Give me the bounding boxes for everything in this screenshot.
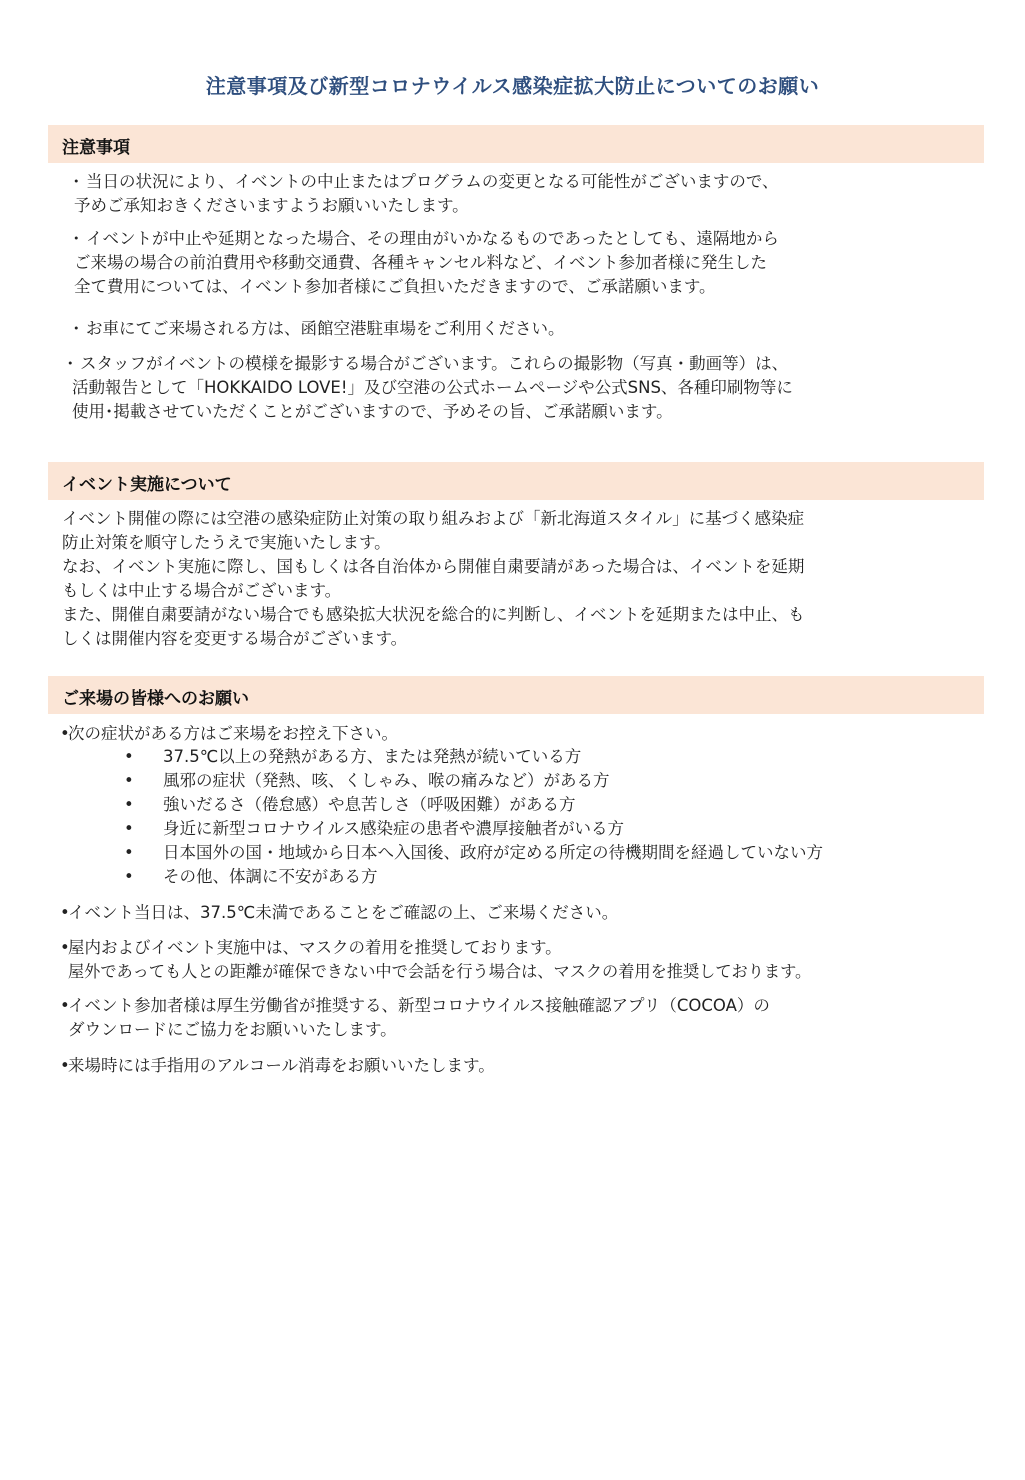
- list-item: 日本国外の国・地域から日本へ入国後、政府が定める所定の待機期間を経過していない方: [163, 843, 823, 862]
- bullet: •: [60, 1056, 70, 1075]
- document-title: 注意事項及び新型コロナウイルス感染症拡大防止についてのお願い: [205, 74, 820, 98]
- text-line: もしくは中止する場合がございます。: [62, 581, 342, 600]
- text-line: スタッフがイベントの模様を撮影する場合がございます。これらの撮影物（写真・動画等）は、: [80, 354, 789, 373]
- list-item: その他、体調に不安がある方: [163, 867, 378, 886]
- text-line: しくは開催内容を変更する場合がございます。: [62, 629, 408, 648]
- section-heading-visitors: ご来場の皆様へのお願い: [62, 689, 249, 709]
- bullet: •: [124, 771, 134, 790]
- bullet: ・: [68, 172, 85, 191]
- list-item: 身近に新型コロナウイルス感染症の患者や濃厚接触者がいる方: [163, 819, 625, 838]
- text-line: イベント参加者様は厚生労働省が推奨する、新型コロナウイルス接触確認アプリ（COCOA）の: [68, 996, 770, 1015]
- bullet: •: [60, 996, 70, 1015]
- bullet: ・: [68, 319, 85, 338]
- bullet: •: [124, 795, 134, 814]
- section-heading-notes: 注意事項: [62, 138, 130, 158]
- text-line: イベントが中止や延期となった場合、その理由がいかなるものであったとしても、遠隔地から: [86, 229, 779, 248]
- text-line: 屋内およびイベント実施中は、マスクの着用を推奨しております。: [68, 938, 562, 957]
- text-line: 予めご承知おきくださいますようお願いいたします。: [74, 196, 469, 215]
- bullet: •: [60, 938, 70, 957]
- bullet: •: [124, 819, 134, 838]
- bullet: •: [124, 747, 134, 766]
- text-line: イベント開催の際には空港の感染症防止対策の取り組みおよび「新北海道スタイル」に基づく感染症: [62, 509, 805, 528]
- list-item: 37.5℃以上の発熱がある方、または発熱が続いている方: [163, 747, 582, 766]
- text-line: イベント当日は、37.5℃未満であることをご確認の上、ご来場ください。: [68, 903, 619, 922]
- text-line: ダウンロードにご協力をお願いいたします。: [68, 1020, 397, 1039]
- bullet: •: [124, 843, 134, 862]
- text-line: お車にてご来場される方は、函館空港駐車場をご利用ください。: [86, 319, 565, 338]
- text-line: ご来場の場合の前泊費用や移動交通費、各種キャンセル料など、イベント参加者様に発生した: [74, 253, 767, 272]
- bullet: ・: [62, 354, 79, 373]
- text-line: 防止対策を順守したうえで実施いたします。: [62, 533, 391, 552]
- text-line: 全て費用については、イベント参加者様にご負担いただきますので、ご承諾願います。: [74, 277, 716, 296]
- bullet: •: [124, 867, 134, 886]
- text-line: 当日の状況により、イベントの中止またはプログラムの変更となる可能性がございますので、: [86, 172, 779, 191]
- text-line: 活動報告として「HOKKAIDO LOVE!」及び空港の公式ホームページや公式SNS、各種印刷物等に: [72, 378, 793, 397]
- bullet: ・: [68, 229, 85, 248]
- bullet: •: [60, 903, 70, 922]
- bullet: •: [60, 724, 70, 743]
- text-line: 次の症状がある方はご来場をお控え下さい。: [68, 724, 398, 743]
- section-heading-event: イベント実施について: [62, 475, 232, 495]
- text-line: なお、イベント実施に際し、国もしくは各自治体から開催自粛要請があった場合は、イベントを延期: [62, 557, 805, 576]
- list-item: 風邪の症状（発熱、咳、くしゃみ、喉の痛みなど）がある方: [163, 771, 610, 790]
- text-line: 来場時には手指用のアルコール消毒をお願いいたします。: [68, 1056, 495, 1075]
- text-line: 屋外であっても人との距離が確保できない中で会話を行う場合は、マスクの着用を推奨しております。: [68, 962, 812, 981]
- text-line: また、開催自粛要請がない場合でも感染拡大状況を総合的に判断し、イベントを延期または中止、も: [62, 605, 805, 624]
- text-line: 使用･掲載させていただくことがございますので、予めその旨、ご承諾願います。: [72, 402, 673, 421]
- list-item: 強いだるさ（倦怠感）や息苦しさ（呼吸困難）がある方: [163, 795, 576, 814]
- section-header-notes: [48, 125, 984, 163]
